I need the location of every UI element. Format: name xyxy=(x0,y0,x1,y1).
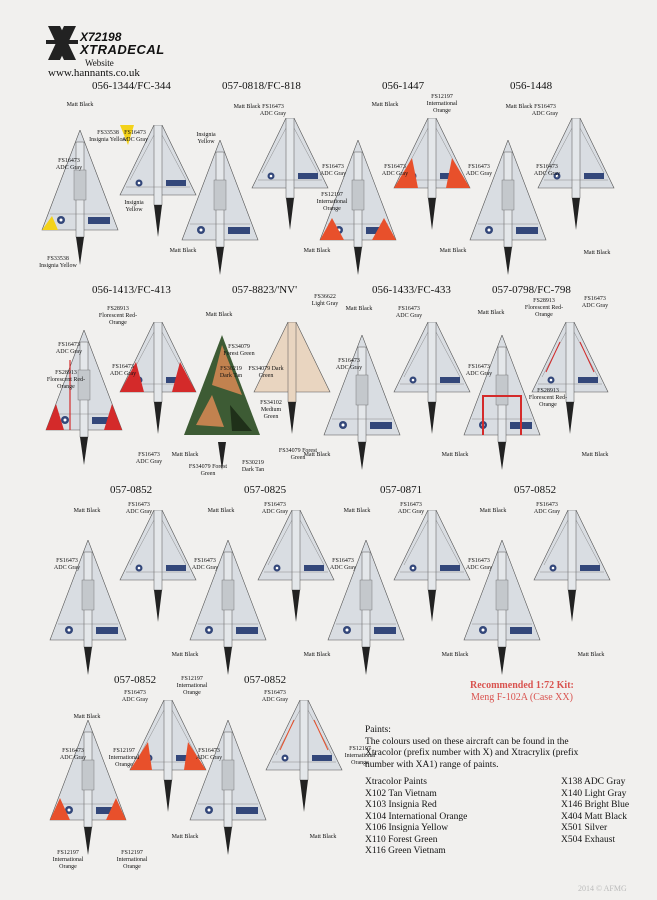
callout-forest-green: FS34079 Forest Green xyxy=(278,448,318,461)
callout-adc-gray: FS16473 ADC Gray xyxy=(465,164,493,177)
callout-intl-orange: FS12197 International Orange xyxy=(176,676,208,696)
callout-matt-black: Matt Black xyxy=(371,102,399,108)
paint-list-heading: Xtracolor Paints xyxy=(365,777,428,787)
callout-adc-gray: FS16473 ADC Gray xyxy=(195,748,223,761)
callout-matt-black: Matt Black xyxy=(439,248,467,254)
callout-adc-gray: FS16473 ADC Gray xyxy=(55,342,83,355)
aircraft-topside-profile xyxy=(256,510,336,625)
aircraft-underside-profile xyxy=(322,335,402,475)
paint-item: X140 Light Gray xyxy=(561,788,627,799)
callout-matt-black: Matt Black xyxy=(343,508,371,514)
callout-adc-gray: FS16473 ADC Gray xyxy=(109,364,137,377)
callout-matt-black: Matt Black xyxy=(581,452,609,458)
callout-adc-gray: FS16473 ADC Gray xyxy=(465,364,493,377)
paint-item: X104 International Orange xyxy=(365,811,468,822)
paint-item: X102 Tan Vietnam xyxy=(365,788,437,799)
aircraft-title: 057-0871 xyxy=(380,484,423,496)
copyright-footer: 2014 © AFMG xyxy=(578,884,627,893)
callout-flo-red: FS28913 Florescent Red-Orange xyxy=(524,298,564,318)
callout-adc-gray: FS16473 ADC Gray xyxy=(261,690,289,703)
callout-matt-black: Matt Black xyxy=(66,102,94,108)
callout-forest-green: FS34079 Forest Green xyxy=(188,464,228,477)
callout-matt-black: Matt Black xyxy=(345,306,373,312)
callout-matt-black: Matt Black xyxy=(171,452,199,458)
callout-adc-gray: FS16473 ADC Gray xyxy=(135,452,163,465)
callout-adc-gray: FS16473 ADC Gray xyxy=(531,104,559,117)
aircraft-title: 056-1433/FC-433 xyxy=(372,284,451,296)
aircraft-underside-profile xyxy=(40,130,120,270)
paint-item: X110 Forest Green xyxy=(365,834,438,845)
callout-adc-gray: FS16473 ADC Gray xyxy=(319,164,347,177)
callout-adc-gray: FS16473 ADC Gray xyxy=(533,164,561,177)
callout-adc-gray: FS16473 ADC Gray xyxy=(125,502,153,515)
callout-insignia-yellow: Insignia Yellow xyxy=(124,200,144,213)
recommended-heading: Recommended 1:72 Kit: xyxy=(470,680,574,691)
aircraft-topside-profile xyxy=(532,510,612,625)
aircraft-title: 057-0852 xyxy=(244,674,287,686)
aircraft-title: 057-0852 xyxy=(110,484,153,496)
paints-info xyxy=(365,725,605,771)
paint-list-left xyxy=(365,777,467,858)
aircraft-title: 056-1447 xyxy=(382,80,425,92)
aircraft-title: 056-1413/FC-413 xyxy=(92,284,171,296)
callout-adc-gray: FS16473 ADC Gray xyxy=(261,502,289,515)
aircraft-topside-profile xyxy=(530,322,610,437)
callout-matt-black: Matt Black xyxy=(73,508,101,514)
aircraft-title: 057-0825 xyxy=(244,484,287,496)
callout-flo-red: FS28913 Florescent Red-Orange xyxy=(46,370,86,390)
callout-dark-green: FS34079 Dark Green xyxy=(248,366,284,379)
callout-adc-gray: FS16473 ADC Gray xyxy=(259,104,287,117)
aircraft-title: 057-0852 xyxy=(114,674,157,686)
paint-item: X146 Bright Blue xyxy=(561,800,630,810)
aircraft-topside-profile xyxy=(118,510,198,625)
paint-item: X504 Exhaust xyxy=(561,834,616,845)
callout-matt-black: Matt Black xyxy=(505,104,533,110)
callout-forest-green: FS34079 Forest Green xyxy=(223,344,255,357)
aircraft-topside-profile xyxy=(264,700,344,815)
callout-light-gray: FS36622 Light Gray xyxy=(311,294,339,307)
callout-adc-gray: FS16473 ADC Gray xyxy=(581,296,609,309)
paint-item: X106 Insignia Yellow xyxy=(365,823,449,833)
aircraft-topside-profile xyxy=(392,322,472,437)
callout-medium-green: FS34102 Medium Green xyxy=(260,400,282,420)
callout-matt-black: Matt Black xyxy=(303,248,331,254)
aircraft-underside-profile xyxy=(48,720,128,860)
callout-matt-black: Matt Black xyxy=(441,452,469,458)
callout-matt-black: Matt Black xyxy=(309,834,337,840)
aircraft-title: 057-0798/FC-798 xyxy=(492,284,571,296)
callout-matt-black: Matt Black xyxy=(171,834,199,840)
callout-matt-black: Matt Black xyxy=(303,652,331,658)
aircraft-title: 057-0818/FC-818 xyxy=(222,80,301,92)
callout-matt-black: Matt Black xyxy=(169,248,197,254)
website-label: Website xyxy=(85,58,114,68)
callout-insignia-yellow: Insignia Yellow xyxy=(196,132,216,145)
callout-adc-gray: FS16473 ADC Gray xyxy=(55,158,83,171)
callout-matt-black: Matt Black xyxy=(233,104,261,110)
paint-item: X116 Green Vietnam xyxy=(365,846,446,856)
callout-dark-tan: FS30219 Dark Tan xyxy=(219,366,243,379)
sheet-code: X72198 xyxy=(80,30,122,44)
callout-flo-red: FS28913 Florescent Red-Orange xyxy=(98,306,138,326)
callout-matt-black: Matt Black xyxy=(171,652,199,658)
callout-matt-black: Matt Black xyxy=(583,250,611,256)
aircraft-title: 057-0852 xyxy=(514,484,557,496)
aircraft-title: 056-1448 xyxy=(510,80,553,92)
aircraft-underside-profile xyxy=(180,140,260,280)
paint-list-right xyxy=(561,777,629,846)
paint-item: X103 Insignia Red xyxy=(365,800,437,810)
callout-intl-orange: FS12197 International Orange xyxy=(108,748,140,768)
callout-matt-black: Matt Black xyxy=(477,310,505,316)
callout-matt-black: Matt Black xyxy=(205,312,233,318)
callout-fs33538: FS33538 Insignia Yellow xyxy=(89,130,127,143)
paints-body: The colours used on these aircraft can be found in the Xtracolor (prefix number with X) and Xtracrylix (prefix number with XA1) range of paints. xyxy=(365,736,579,770)
callout-matt-black: Matt Black xyxy=(303,452,331,458)
recommended-kit xyxy=(470,680,574,704)
callout-adc-gray: FS16473 ADC Gray xyxy=(121,690,149,703)
callout-adc-gray: FS16473 ADC Gray xyxy=(53,558,81,571)
brand-name: XTRADECAL xyxy=(80,42,165,57)
callout-intl-orange: FS12197 International Orange xyxy=(344,746,376,766)
callout-adc-gray: FS16473 ADC Gray xyxy=(397,502,425,515)
aircraft-title: 057-8823/'NV' xyxy=(232,284,298,296)
callout-adc-gray: FS16473 ADC Gray xyxy=(191,558,219,571)
callout-flo-red: FS28913 Florescent Red-Orange xyxy=(528,388,568,408)
callout-fs33538: FS33538 Insignia Yellow xyxy=(39,256,77,269)
callout-intl-orange: FS12197 International Orange xyxy=(316,192,348,212)
callout-matt-black: Matt Black xyxy=(73,714,101,720)
callout-intl-orange: FS12197 International Orange xyxy=(116,850,148,870)
callout-intl-orange: FS12197 International Orange xyxy=(426,94,458,114)
callout-dark-tan: FS30219 Dark Tan xyxy=(241,460,265,473)
aircraft-title: 056-1344/FC-344 xyxy=(92,80,171,92)
callout-adc-gray: FS16473 ADC Gray xyxy=(395,306,423,319)
callout-adc-gray: FS16473 ADC Gray xyxy=(59,748,87,761)
callout-intl-orange: FS12197 International Orange xyxy=(52,850,84,870)
paint-item: X138 ADC Gray xyxy=(561,777,626,787)
callout-matt-black: Matt Black xyxy=(577,652,605,658)
xtradecal-logo-icon xyxy=(46,24,78,62)
paint-item: X404 Matt Black xyxy=(561,811,627,822)
callout-adc-gray: FS16473 ADC Gray xyxy=(335,358,363,371)
website-url[interactable]: www.hannants.co.uk xyxy=(48,67,140,79)
paint-item: X501 Silver xyxy=(561,823,608,833)
callout-matt-black: Matt Black xyxy=(207,508,235,514)
recommended-kit-name: Meng F-102A (Case XX) xyxy=(470,692,573,703)
paints-heading: Paints: xyxy=(365,725,391,735)
callout-adc-gray: FS16473 ADC Gray xyxy=(329,558,357,571)
callout-adc-gray: FS16473 ADC Gray xyxy=(121,130,149,143)
callout-matt-black: Matt Black xyxy=(441,652,469,658)
callout-adc-gray: FS16473 ADC Gray xyxy=(533,502,561,515)
aircraft-underside-profile xyxy=(188,720,268,860)
callout-matt-black: Matt Black xyxy=(479,508,507,514)
callout-adc-gray: FS16473 ADC Gray xyxy=(381,164,409,177)
aircraft-topside-profile xyxy=(392,510,472,625)
callout-adc-gray: FS16473 ADC Gray xyxy=(465,558,493,571)
